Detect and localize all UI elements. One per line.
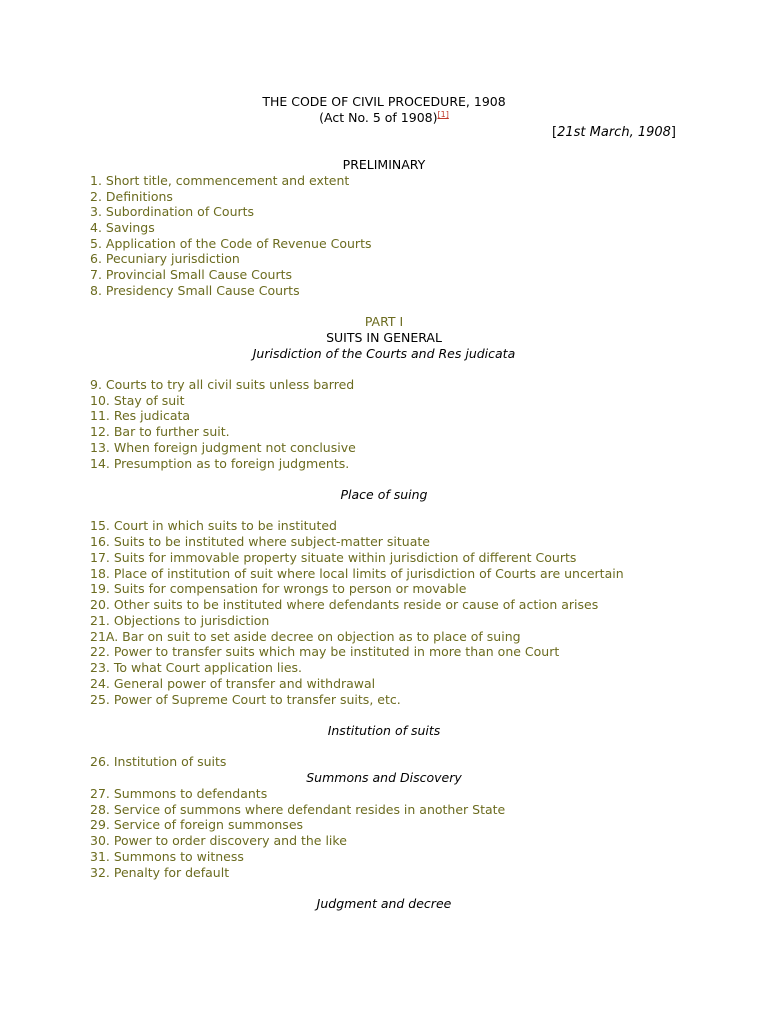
toc-item[interactable]: 28. Service of summons where defendant resides in another State xyxy=(90,802,506,817)
section-heading-institution: Institution of suits xyxy=(327,723,441,738)
toc-item[interactable]: 15. Court in which suits to be instituted xyxy=(90,518,337,533)
preliminary-heading: PRELIMINARY xyxy=(342,157,426,172)
toc-item[interactable]: 5. Application of the Code of Revenue Courts xyxy=(90,236,372,251)
part-title: SUITS IN GENERAL xyxy=(326,330,442,345)
toc-item[interactable]: 18. Place of institution of suit where local limits of jurisdiction of Courts are uncertain xyxy=(90,566,624,581)
document-title: THE CODE OF CIVIL PROCEDURE, 1908 xyxy=(262,94,506,109)
toc-item[interactable]: 14. Presumption as to foreign judgments. xyxy=(90,456,350,471)
toc-item[interactable]: 11. Res judicata xyxy=(90,408,191,423)
toc-item[interactable]: 10. Stay of suit xyxy=(90,393,185,408)
toc-item[interactable]: 4. Savings xyxy=(90,220,155,235)
section-heading-summons: Summons and Discovery xyxy=(306,770,462,785)
toc-item[interactable]: 24. General power of transfer and withdrawal xyxy=(90,676,376,691)
part-label: PART I xyxy=(364,314,404,329)
toc-item[interactable]: 8. Presidency Small Cause Courts xyxy=(90,283,300,298)
toc-item[interactable]: 29. Service of foreign summonses xyxy=(90,817,304,832)
toc-item[interactable]: 16. Suits to be instituted where subject-matter situate xyxy=(90,534,430,549)
toc-item[interactable]: 32. Penalty for default xyxy=(90,865,230,880)
toc-item[interactable]: 9. Courts to try all civil suits unless barred xyxy=(90,377,355,392)
toc-item[interactable]: 6. Pecuniary jurisdiction xyxy=(90,251,240,266)
section-heading-place-of-suing: Place of suing xyxy=(340,487,428,502)
toc-item[interactable]: 19. Suits for compensation for wrongs to person or movable xyxy=(90,581,467,596)
toc-item[interactable]: 7. Provincial Small Cause Courts xyxy=(90,267,293,282)
toc-item[interactable]: 3. Subordination of Courts xyxy=(90,204,255,219)
section-heading-judgment: Judgment and decree xyxy=(316,896,452,911)
act-number: (Act No. 5 of 1908) xyxy=(319,110,438,125)
toc-item[interactable]: 17. Suits for immovable property situate within jurisdiction of different Courts xyxy=(90,550,577,565)
toc-item[interactable]: 30. Power to order discovery and the like xyxy=(90,833,347,848)
toc-item[interactable]: 12. Bar to further suit. xyxy=(90,424,230,439)
toc-item[interactable]: 2. Definitions xyxy=(90,189,173,204)
enactment-date: [21st March, 1908] xyxy=(552,125,676,140)
toc-item[interactable]: 21A. Bar on suit to set aside decree on objection as to place of suing xyxy=(90,629,521,644)
date-text: 21st March, 1908 xyxy=(557,125,671,140)
toc-item[interactable]: 31. Summons to witness xyxy=(90,849,244,864)
toc-item[interactable]: 26. Institution of suits xyxy=(90,754,227,769)
toc-item[interactable]: 20. Other suits to be instituted where defendants reside or cause of action arises xyxy=(90,597,599,612)
toc-item[interactable]: 27. Summons to defendants xyxy=(90,786,268,801)
toc-item[interactable]: 22. Power to transfer suits which may be instituted in more than one Court xyxy=(90,644,560,659)
toc-item[interactable]: 21. Objections to jurisdiction xyxy=(90,613,270,628)
toc-item[interactable]: 23. To what Court application lies. xyxy=(90,660,303,675)
footnote-link[interactable]: [1] xyxy=(437,110,449,119)
toc-item[interactable]: 25. Power of Supreme Court to transfer suits, etc. xyxy=(90,692,401,707)
act-number-line xyxy=(0,110,768,125)
toc-item[interactable]: 13. When foreign judgment not conclusive xyxy=(90,440,356,455)
part-subtitle: Jurisdiction of the Courts and Res judicata xyxy=(252,346,516,361)
toc-item[interactable]: 1. Short title, commencement and extent xyxy=(90,173,350,188)
